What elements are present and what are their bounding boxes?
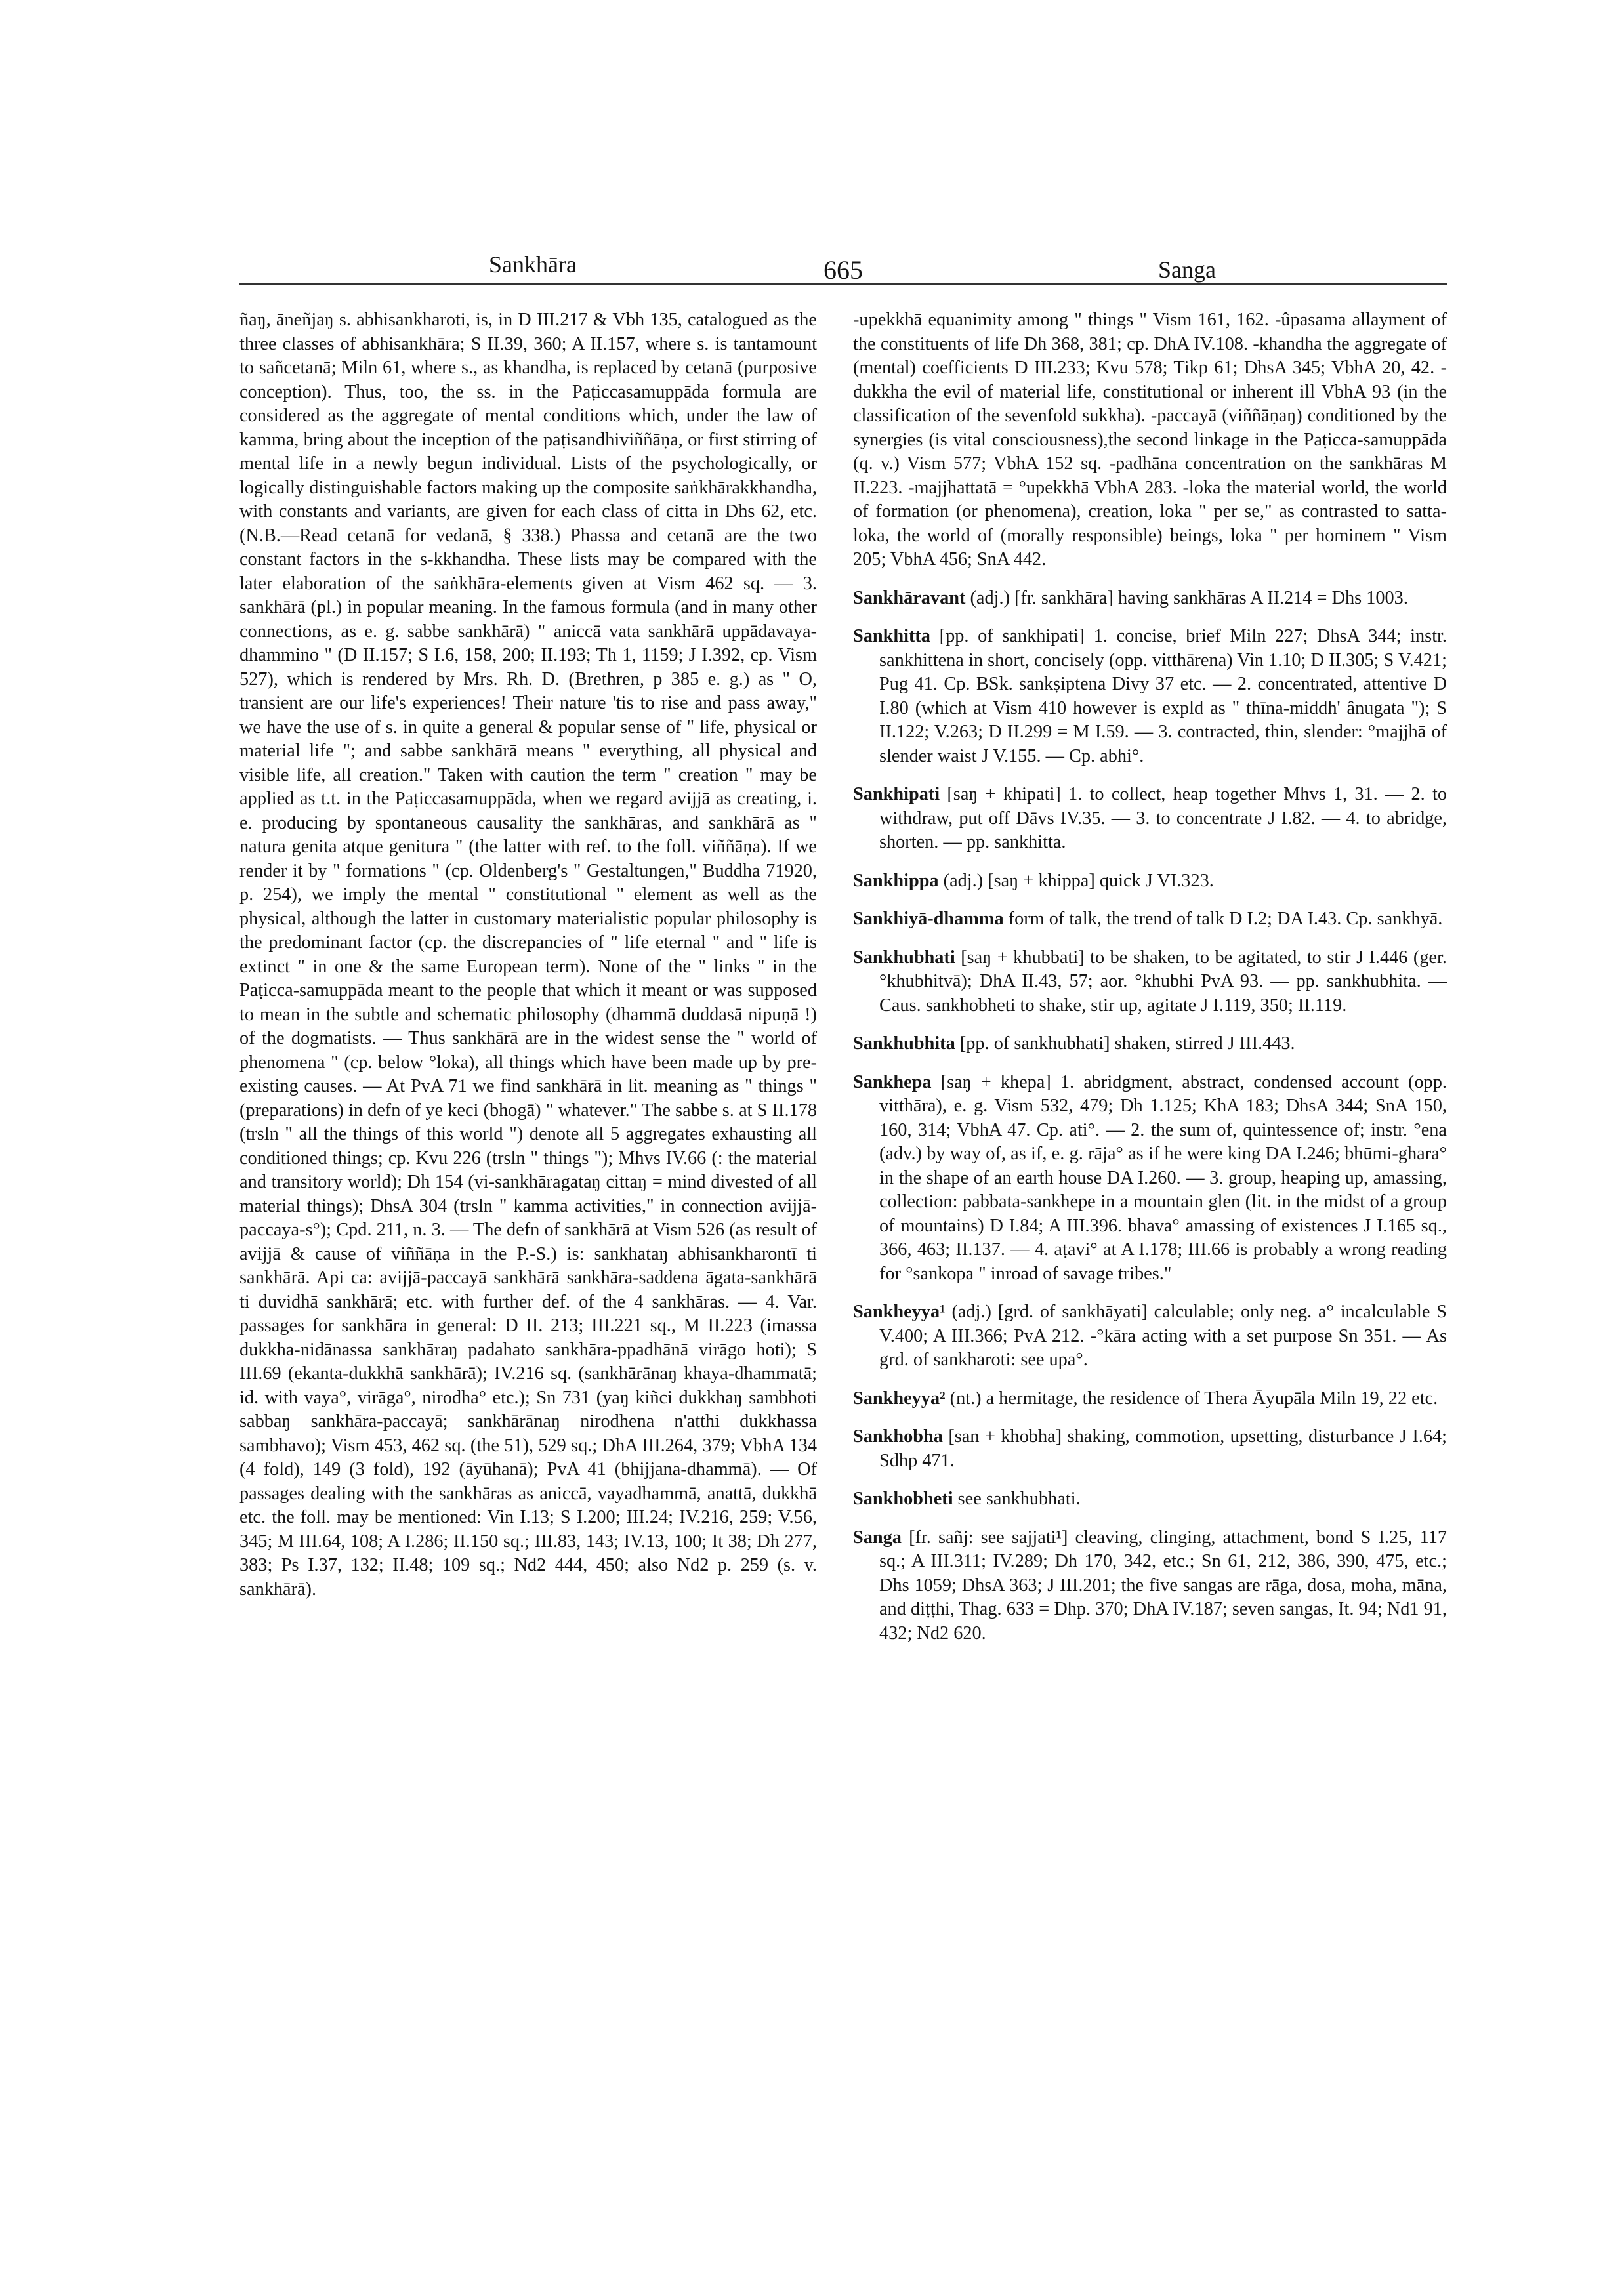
dictionary-entry [853,869,1447,894]
headword: Sankhiyā-dhamma [853,909,1004,929]
headword: Sankhepa [853,1071,932,1092]
entry-body: (adj.) [grd. of sankhāyati] calculable; only neg. a° incalculable S V.400; A III.366; PvA 212. -°kāra acting with a set purpose Sn 351. — As grd. of sankharoti: see upa°. [879,1302,1447,1370]
headword: Sankheyya¹ [853,1302,946,1322]
entry-body: [pp. of sankhubhati] shaken, stirred J III.443. [955,1033,1295,1054]
entry-body: (adj.) [fr. sankhāra] having sankhāras A II.214 = Dhs 1003. [965,587,1408,608]
dictionary-entry [853,1526,1447,1646]
entry-body: [saŋ + khepa] 1. abridgment, abstract, condensed account (opp. vitthāra), e. g. Vism 532, 479; Dh 1.125; KhA 183; DhsA 344; SnA 150, 160, 314; VbhA 47. Cp. ati°. — 2. the sum of, quintessence of; instr. °ena (adv.) by way of, as if, e. g. rāja° as if he were king DA I.246; bhūmi-ghara° in the shape of an earth house DA I.260. — 3. group, heaping up, amassing, collection: pabbata-sankhepe in a mountain glen (lit. in the midst of a group of mountains) D I.84; A III.396. bhava° amassing of existences J I.165 sq., 366, 463; II.137. — 4. aṭavi° at A I.178; III.66 is probably a wrong reading for °sankopa " inroad of savage tribes." [879,1071,1447,1284]
dictionary-entry [853,1387,1447,1411]
entry-body: [saŋ + khubbati] to be shaken, to be agitated, to stir J I.446 (ger. °khubhitvā); DhA II.43, 57; aor. °khubhi PvA 93. — pp. sankhubhita. — Caus. sankhobheti to shake, stir up, agitate J I.119, 350; II.119. [879,947,1447,1016]
headword: Sankhippa [853,870,939,891]
headword: Sankhubhati [853,947,955,968]
headword: Sankhobheti [853,1489,953,1509]
entry-body: [saŋ + khipati] 1. to collect, heap together Mhvs 1, 31. — 2. to withdraw, put off Dāvs IV.35. — 3. to concentrate J I.82. — 4. to abridge, shorten. — pp. sankhitta. [879,784,1447,852]
page-header [239,251,1447,283]
page-number: 665 [823,255,863,285]
headword: Sankhubhita [853,1033,955,1054]
dictionary-entry [853,1071,1447,1287]
dictionary-entry [853,587,1447,611]
running-head-right: Sanga [1158,257,1216,283]
headword: Sankhobha [853,1426,943,1447]
continued-compounds-text: -upekkhā equanimity among " things " Vism 161, 162. -ûpasama allayment of the constituents of life Dh 368, 381; cp. DhA IV.108. -khandha the aggregate of (mental) coefficients D III.233; Kvu 578; Tikp 61; DhsA 345; VbhA 20, 42. -dukkha the evil of material life, constitutional or inherent ill VbhA 93 (in the classification of the sevenfold sukkha). -paccayā (viññāṇaŋ) conditioned by the synergies (is vital consciousness),the second linkage in the Paṭicca-samuppāda (q. v.) Vism 577; VbhA 152 sq. -padhāna concentration on the sankhāras M II.223. -majjhattatā = °upekkhā VbhA 283. -loka the material world, the world of formation (or phenomena), creation, loka " per se," as contrasted to satta-loka, the world of (morally responsible) beings, loka " per hominem " Vism 205; VbhA 456; SnA 442. [853,310,1447,569]
dictionary-entry [853,1425,1447,1473]
entry-body: [pp. of sankhipati] 1. concise, brief Miln 227; DhsA 344; instr. sankhittena in short, concisely (opp. vitthārena) Vin 1.10; D II.305; S V.421; Pug 41. Cp. BSk. sankṣiptena Divy 37 etc. — 2. concentrated, attentive D I.80 (which at Vism 410 however is expld as " thīna-middh' ânugata "); S II.122; V.263; D II.299 = M I.59. — 3. contracted, thin, slender: °majjhā of slender waist J V.155. — Cp. abhi°. [879,626,1447,766]
dictionary-entry [853,783,1447,855]
headword: Sankhipati [853,784,940,804]
dictionary-entry [853,625,1447,768]
headword: Sanga [853,1527,902,1548]
dictionary-entry [853,907,1447,932]
entry-body: see sankhubhati. [953,1489,1081,1509]
headword: Sankheyya² [853,1388,946,1409]
dictionary-entry [853,1300,1447,1373]
headword: Sankhāravant [853,587,966,608]
entry-body: [san + khobha] shaking, commotion, upsetting, disturbance J I.64; Sdhp 471. [879,1426,1447,1471]
running-head-left: Sankhāra [489,251,577,278]
entry-body: (nt.) a hermitage, the residence of Thera Āyupāla Miln 19, 22 etc. [945,1388,1438,1409]
dictionary-entry [853,1487,1447,1512]
entry-body: [fr. sañj: see sajjati¹] cleaving, clinging, attachment, bond S I.25, 117 sq.; A III.311; IV.289; Dh 170, 342, etc.; Sn 61, 212, 386, 390, 475, etc.; Dhs 1059; DhsA 363; J III.201; the five sangas are rāga, dosa, moha, māna, and diṭṭhi, Thag. 633 = Dhp. 370; DhA IV.187; seven sangas, It. 94; Nd1 91, 432; Nd2 620. [879,1527,1447,1644]
headword: Sankhitta [853,626,930,646]
entry-body: (adj.) [saŋ + khippa] quick J VI.323. [938,870,1214,891]
left-column [239,308,817,1602]
dictionary-entry [853,1032,1447,1056]
continued-entry-text: ñaŋ, āneñjaŋ s. abhisankharoti, is, in D III.217 & Vbh 135, catalogued as the three classes of abhisankhāra; S II.39, 360; A II.157, where s. is tantamount to sañcetanā; Miln 61, where s., as khandha, is replaced by cetanā (purposive conception). Thus, too, the ss. in the Paṭiccasamuppāda formula are considered as the aggregate of mental conditions which, under the law of kamma, bring about the inception of the paṭisandhiviññāṇa, or first stirring of mental life in a newly begun individual. Lists of the psychologically, or logically distinguishable factors making up the composite saṅkhārakkhandha, with constants and variants, are given for each class of citta in Dhs 62, etc. (N.B.—Read cetanā for vedanā, § 338.) Phassa and cetanā are the two constant factors in the s-kkhandha. These lists may be compared with the later elaboration of the saṅkhāra-elements given at Vism 462 sq. — 3. sankhārā (pl.) in popular meaning. In the famous formula (and in many other connections, as e. g. sabbe sankhārā) " aniccā vata sankhārā uppādavaya-dhammino " (D II.157; S I.6, 158, 200; II.193; Th 1, 1159; J I.392, cp. Vism 527), which is rendered by Mrs. Rh. D. (Brethren, p 385 e. g.) as " O, transient are our life's experiences! Their nature 'tis to rise and pass away," we have the use of s. in quite a general & popular sense of " life, physical or material life "; and sabbe sankhārā means " everything, all physical and visible life, all creation." Taken with caution the term " creation " may be applied as t.t. in the Paṭiccasamuppāda, when we regard avijjā as creating, i. e. producing by spontaneous causality the sankhāras, and sankhārā as " natura genita atque genitura " (the latter with ref. to the foll. viññāṇa). If we render it by " formations " (cp. Oldenberg's " Gestaltungen," Buddha 71920, p. 254), we imply the mental " constitutional " element as well as the physical, although the latter in customary materialistic popular philosophy is the predominant factor (cp. the discrepancies of " life eternal " and " life is extinct " in one & the same European term). None of the " links " in the Paṭicca-samuppāda meant to the people that which it meant or was supposed to mean in the subtle and schematic philosophy (dhammā duddasā nipuṇā !) of the dogmatists. — Thus sankhārā are in the widest sense the " world of phenomena " (cp. below °loka), all things which have been made up by pre-existing causes. — At PvA 71 we find sankhārā in lit. meaning as " things " (preparations) in defn of ye keci (bhogā) " whatever." The sabbe s. at S II.178 (trsln " all the things of this world ") denote all 5 aggregates exhausting all conditioned things; cp. Kvu 226 (trsln " things "); Mhvs IV.66 (: the material and transitory world); Dh 154 (vi-sankhāragataŋ cittaŋ = mind divested of all material things); DhsA 304 (trsln " kamma activities," in connection avijjā-paccaya-s°); Cpd. 211, n. 3. — The defn of sankhārā at Vism 526 (as result of avijjā & cause of viññāṇa in the P.-S.) is: sankhataŋ abhisankharontī ti sankhārā. Api ca: avijjā-paccayā sankhārā sankhāra-saddena āgata-sankhārā ti duvidhā sankhārā; etc. with further def. of the 4 sankhāras. — 4. Var. passages for sankhāra in general: D II. 213; III.221 sq., M II.223 (imassa dukkha-nidānassa sankhāraŋ padahato sankhāra-ppadhānā virāgo hoti); S III.69 (ekanta-dukkhā sankhārā); IV.216 sq. (sankhārānaŋ khaya-dhammatā; id. with vaya°, virāga°, nirodha° etc.); Sn 731 (yaŋ kiñci dukkhaŋ sambhoti sabbaŋ sankhāra-paccayā; sankhārānaŋ nirodhena n'atthi dukkhassa sambhavo); Vism 453, 462 sq. (the 51), 529 sq.; DhA III.264, 379; VbhA 134 (4 fold), 149 (3 fold), 192 (āyūhanā); PvA 41 (bhijjana-dhammā). — Of passages dealing with the sankhāras as aniccā, vayadhammā, anattā, dukkhā etc. the foll. may be mentioned: Vin I.13; S I.200; III.24; IV.216, 259; V.56, 345; M III.64, 108; A I.286; II.150 sq.; III.83, 143; IV.13, 100; It 38; Dh 277, 383; Ps I.37, 132; II.48; 109 sq.; Nd2 444, 450; also Nd2 p. 259 (s. v. sankhārā). [239,310,817,1600]
entry-body: form of talk, the trend of talk D I.2; DA I.43. Cp. sankhyā. [1003,909,1443,929]
header-rule [239,283,1447,285]
dictionary-entry [853,946,1447,1018]
right-column [853,308,1447,1660]
